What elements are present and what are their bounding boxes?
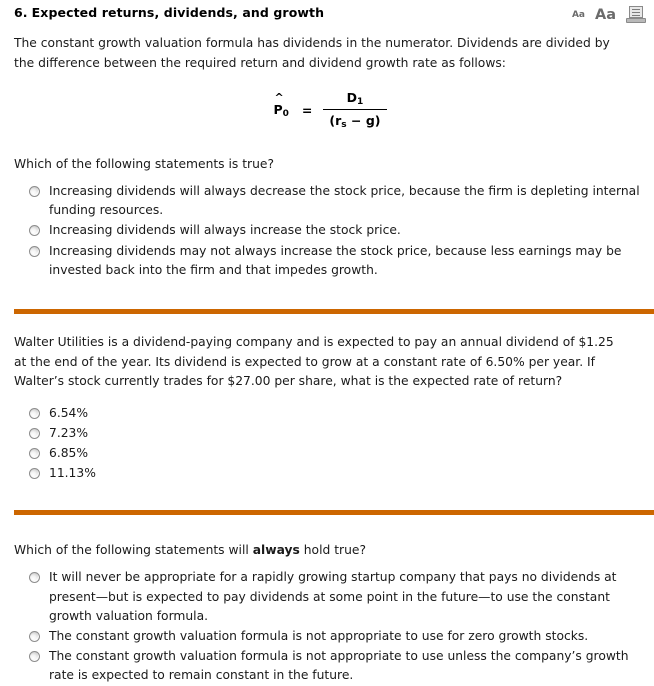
question1-options: [0, 182, 654, 280]
radio-button-icon[interactable]: [29, 428, 40, 439]
radio-button-icon[interactable]: [29, 572, 40, 583]
radio-button-icon[interactable]: [29, 651, 40, 662]
formula-price-subscript: 0: [282, 108, 289, 119]
radio-button-icon[interactable]: [29, 186, 40, 197]
question2-option-2[interactable]: [14, 424, 654, 443]
question-title: Expected returns, dividends, and growth: [31, 5, 325, 20]
formula-equals-sign: =: [301, 102, 313, 118]
page-title: [14, 5, 324, 21]
section-divider-2: [14, 510, 654, 515]
print-icon[interactable]: [626, 6, 646, 23]
formula-dividend-subscript: 1: [357, 97, 364, 107]
print-icon-paper: [629, 6, 643, 18]
option-label: The constant growth valuation formula is not appropriate to use unless the company’s growth rate is expected to remain constant in the future.: [49, 649, 629, 683]
constant-growth-formula: [273, 90, 386, 130]
radio-button-icon[interactable]: [29, 448, 40, 459]
intro-paragraph: The constant growth valuation formula has dividends in the numerator. Dividends are divided by the difference between the required return and dividend growth rate as follows:: [14, 36, 610, 70]
formula-price-symbol: P: [273, 101, 283, 117]
formula-block: [0, 90, 654, 130]
radio-button-icon[interactable]: [29, 631, 40, 642]
question3-stem-after: hold true?: [299, 543, 366, 558]
question1-option-1[interactable]: [14, 182, 654, 220]
question3-stem: [0, 541, 654, 560]
question3-stem-emphasis: always: [252, 543, 300, 558]
question2-option-1[interactable]: [14, 404, 654, 423]
formula-numerator: [335, 90, 376, 109]
question1-option-2[interactable]: [14, 221, 654, 240]
question-number: 6.: [14, 5, 28, 20]
question1-option-3[interactable]: [14, 242, 654, 280]
question3-stem-before: Which of the following statements will: [14, 543, 253, 558]
question2-option-3[interactable]: [14, 444, 654, 463]
question2-options: [0, 404, 654, 484]
option-label: Increasing dividends will always increase the stock price.: [49, 223, 401, 238]
header-toolbar: [572, 5, 646, 23]
formula-dividend-symbol: D: [346, 90, 358, 105]
question3-option-3[interactable]: [14, 647, 654, 685]
print-icon-body: [626, 18, 646, 23]
formula-fraction: [323, 90, 386, 130]
formula-denominator: [323, 110, 386, 130]
page-header: [0, 0, 654, 24]
question3-options: [0, 568, 654, 685]
option-label: Increasing dividends will always decrease the stock price, because the firm is depleting internal funding resources.: [49, 184, 640, 218]
formula-hat-accent: ^: [274, 90, 284, 104]
formula-left-side: [273, 90, 290, 119]
option-label: 7.23%: [49, 425, 89, 440]
question3-option-2[interactable]: [14, 627, 654, 646]
radio-button-icon[interactable]: [29, 246, 40, 257]
option-label: 6.85%: [49, 445, 89, 460]
option-label: It will never be appropriate for a rapidly growing startup company that pays no dividends at present—but is expected to pay dividends at some point in the future—to use the constant growth valuation formula.: [49, 570, 617, 623]
font-size-increase-button[interactable]: Aa: [594, 6, 616, 23]
question2-stem: Walter Utilities is a dividend-paying company and is expected to pay an annual dividend of $1.25 at the end of the year. Its dividend is expected to grow at a constant rate of 6.50% per year. If Walter’s stock currently trades for $27.00 per share, what is the expected rate of return?: [14, 335, 614, 389]
question2-option-4[interactable]: [14, 464, 654, 483]
radio-button-icon[interactable]: [29, 408, 40, 419]
question1-stem: Which of the following statements is true?: [14, 157, 274, 171]
question3-option-1[interactable]: [14, 568, 654, 626]
option-label: 6.54%: [49, 405, 89, 420]
formula-growth-term: − g): [346, 113, 381, 128]
option-label: Increasing dividends may not always increase the stock price, because less earnings may be invested back into the firm and that impedes growth.: [49, 243, 622, 277]
radio-button-icon[interactable]: [29, 225, 40, 236]
font-size-decrease-button[interactable]: Aa: [571, 9, 585, 20]
formula-required-return: (r: [329, 113, 342, 128]
option-label: 11.13%: [49, 466, 96, 481]
radio-button-icon[interactable]: [29, 468, 40, 479]
formula-required-return-subscript: s: [341, 120, 347, 130]
option-label: The constant growth valuation formula is not appropriate to use for zero growth stocks.: [49, 628, 589, 643]
